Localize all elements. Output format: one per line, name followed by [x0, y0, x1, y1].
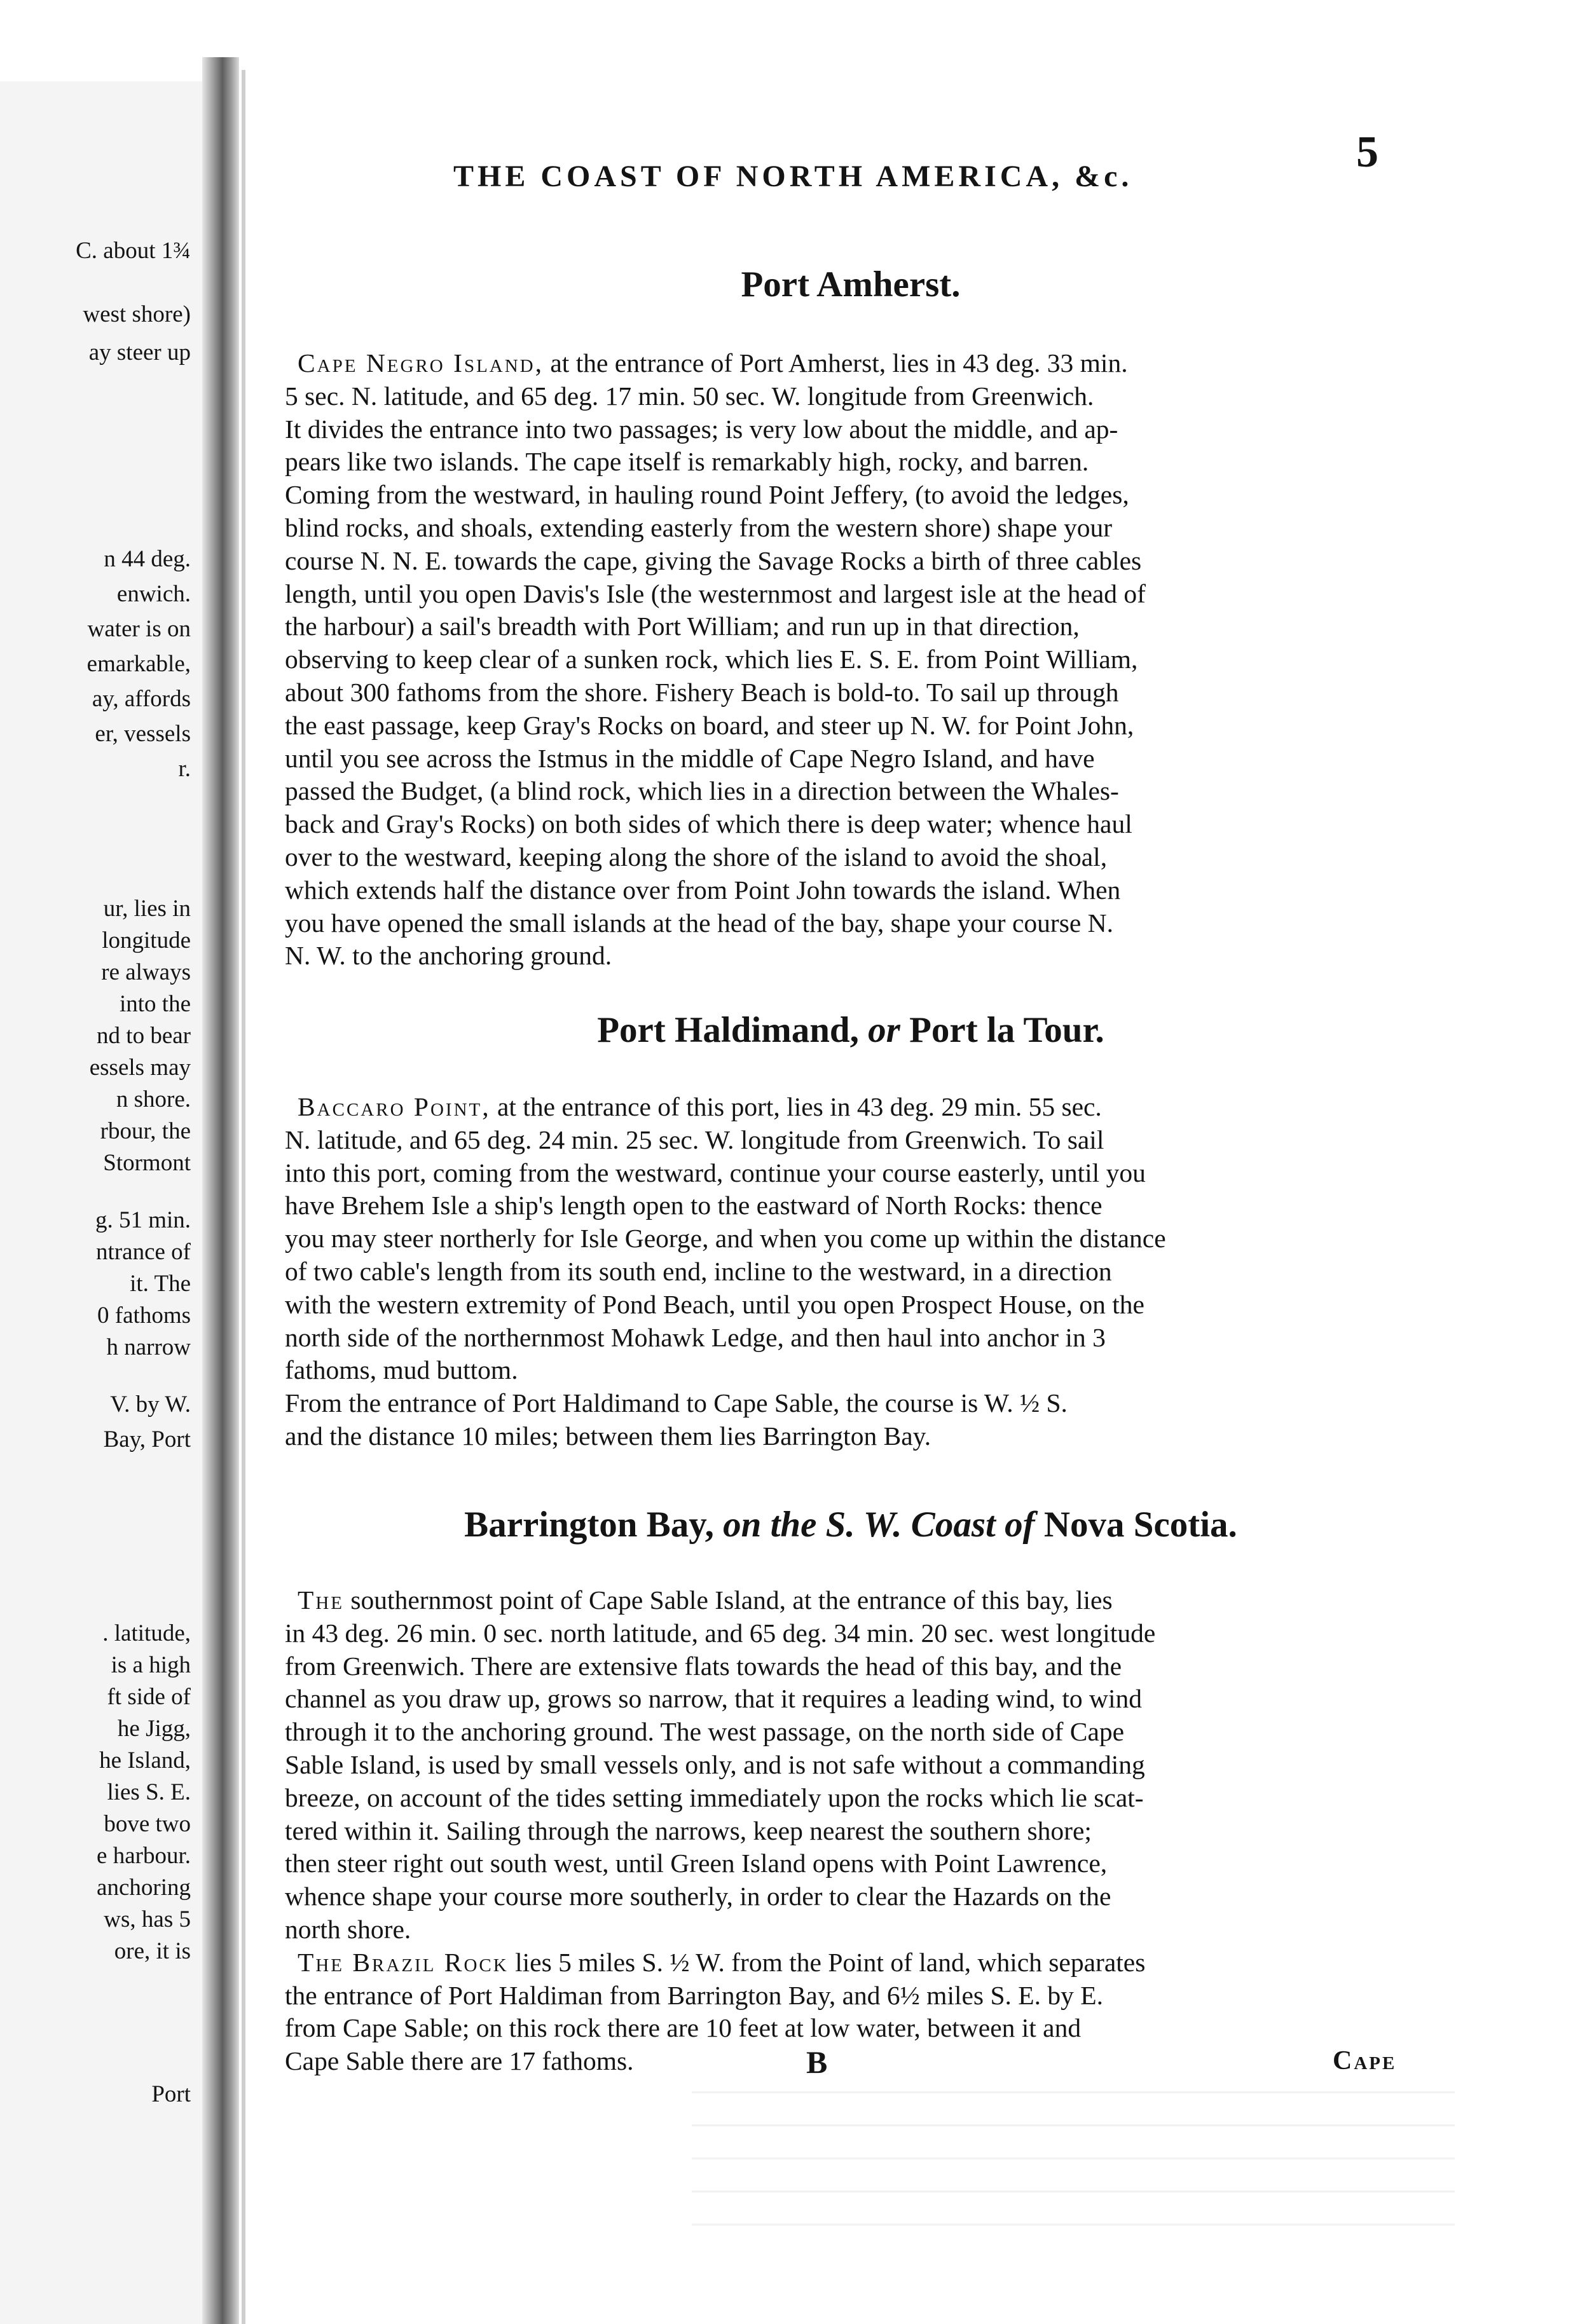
line-text: at the entrance of this port, lies in 43 deg. 29 min. 55 sec.	[490, 1092, 1102, 1121]
lead-in: Cape Negro Island,	[298, 348, 544, 378]
text-line	[285, 2012, 1381, 2045]
signature-mark: B	[806, 2044, 828, 2080]
left-page-line: e harbour.	[97, 1843, 191, 1869]
text-line	[285, 1683, 1381, 1716]
line-text: and the distance 10 miles; between them lies Barrington Bay.	[285, 1421, 931, 1451]
text-line	[285, 1979, 1381, 2013]
text-line	[285, 380, 1381, 413]
line-text: observing to keep clear of a sunken rock, which lies E. S. E. from Point William,	[285, 645, 1138, 674]
heading-main: Port Haldimand,	[597, 1010, 859, 1050]
left-page-line: it. The	[130, 1271, 191, 1297]
line-text: breeze, on account of the tides setting immediately upon the rocks which lie scat-	[285, 1782, 1144, 1812]
left-page-line: longitude	[102, 927, 191, 954]
text-line	[285, 1157, 1381, 1190]
left-page-line: . latitude,	[102, 1620, 191, 1646]
heading-italic: on the S. W. Coast of	[713, 1505, 1044, 1545]
left-page-line: V. by W.	[110, 1391, 191, 1418]
heading-main: Barrington Bay,	[464, 1505, 714, 1545]
left-page-line: enwich.	[116, 581, 191, 607]
left-page-line: ft side of	[107, 1684, 191, 1710]
line-text: southernmost point of Cape Sable Island, at the entrance of this bay, lies	[344, 1585, 1113, 1615]
text-line	[285, 1880, 1381, 1913]
left-page-line: C. about 1¾	[76, 238, 191, 264]
text-line	[285, 1091, 1381, 1124]
text-line	[285, 676, 1381, 709]
line-text: pears like two islands. The cape itself is remarkably high, rocky, and barren.	[285, 447, 1089, 477]
text-line	[285, 709, 1381, 742]
left-page-fragment	[0, 81, 203, 2324]
text-line	[285, 1913, 1381, 1946]
text-line	[285, 1946, 1381, 1979]
line-text: in 43 deg. 26 min. 0 sec. north latitude, and 65 deg. 34 min. 20 sec. west longitude	[285, 1618, 1156, 1648]
text-line	[285, 808, 1381, 841]
text-line	[285, 1782, 1381, 1815]
left-page-line: bove two	[104, 1811, 191, 1837]
book-gutter	[202, 57, 239, 2324]
line-text: course N. N. E. towards the cape, giving the Savage Rocks a birth of three cables	[285, 545, 1142, 575]
heading-italic: or	[858, 1010, 910, 1050]
line-text: From the entrance of Port Haldimand to Cape Sable, the course is W. ½ S.	[285, 1388, 1068, 1418]
text-line	[285, 512, 1381, 545]
text-line	[285, 1617, 1381, 1650]
line-text: through it to the anchoring ground. The west passage, on the north side of Cape	[285, 1717, 1125, 1747]
text-line	[285, 1584, 1381, 1617]
line-text: north shore.	[285, 1914, 411, 1944]
line-text: channel as you draw up, grows so narrow, that it requires a leading wind, to wind	[285, 1684, 1143, 1714]
text-line	[285, 1815, 1381, 1848]
line-text: of two cable's length from its south end, incline to the westward, in a direction	[285, 1256, 1112, 1286]
text-line	[285, 907, 1381, 940]
line-text: fathoms, mud buttom.	[285, 1355, 518, 1385]
text-line	[285, 1322, 1381, 1355]
left-page-line: Port	[151, 2081, 191, 2107]
catchword: Cape	[1333, 2046, 1397, 2075]
line-text: N. W. to the anchoring ground.	[285, 941, 612, 971]
right-page	[247, 0, 1587, 2324]
left-page-line: rbour, the	[100, 1118, 191, 1144]
line-text: It divides the entrance into two passages; is very low about the middle, and ap-	[285, 414, 1118, 444]
line-text: over to the westward, keeping along the shore of the island to avoid the shoal,	[285, 842, 1108, 871]
line-text: blind rocks, and shoals, extending easterly from the western shore) shape your	[285, 512, 1113, 542]
left-page-line: nd to bear	[97, 1023, 191, 1049]
line-text: from Cape Sable; on this rock there are 10 feet at low water, between it and	[285, 2013, 1082, 2043]
line-text: lies 5 miles S. ½ W. from the Point of land, which separates	[508, 1947, 1146, 1977]
heading-tail: Port la Tour.	[909, 1010, 1104, 1050]
text-line	[285, 578, 1381, 611]
left-page-line: ay, affords	[92, 686, 191, 712]
left-page-line: anchoring	[97, 1875, 191, 1901]
left-page-line: lies S. E.	[107, 1779, 191, 1805]
left-page-line: he Jigg,	[117, 1716, 191, 1742]
page-number: 5	[1356, 128, 1378, 177]
lead-in: The	[298, 1585, 345, 1615]
left-page-line: Stormont	[103, 1150, 191, 1176]
line-text: you have opened the small islands at the head of the bay, shape your course N.	[285, 908, 1114, 938]
text-line	[285, 545, 1381, 578]
line-text: back and Gray's Rocks) on both sides of which there is deep water; whence haul	[285, 809, 1132, 839]
left-page-line: re always	[101, 959, 191, 985]
text-line	[285, 1716, 1381, 1749]
text-line	[285, 347, 1381, 380]
left-page-line: r.	[178, 756, 191, 782]
line-text: whence shape your course more southerly, in order to clear the Hazards on the	[285, 1882, 1111, 1911]
left-page-line: essels may	[89, 1055, 191, 1081]
line-text: passed the Budget, (a blind rock, which lies in a direction between the Whales-	[285, 776, 1119, 806]
text-line	[285, 1288, 1381, 1322]
section-heading-port-amherst	[298, 264, 1404, 305]
left-page-line: g. 51 min.	[95, 1207, 191, 1233]
text-line	[285, 1222, 1381, 1255]
paragraph-barrington-bay	[285, 1584, 1381, 2078]
line-text: then steer right out south west, until Green Island opens with Point Lawrence,	[285, 1849, 1108, 1878]
text-line	[285, 479, 1381, 512]
left-page-line: west shore)	[83, 301, 191, 327]
left-page-line: ay steer up	[88, 339, 191, 366]
text-line	[285, 1387, 1381, 1420]
text-line	[285, 1420, 1381, 1453]
text-line	[285, 1749, 1381, 1782]
line-text: the east passage, keep Gray's Rocks on board, and steer up N. W. for Point John,	[285, 710, 1134, 740]
line-text: length, until you open Davis's Isle (the westernmost and largest isle at the head of	[285, 578, 1146, 608]
line-text: Coming from the westward, in hauling round Point Jeffery, (to avoid the ledges,	[285, 480, 1129, 510]
line-text: 5 sec. N. latitude, and 65 deg. 17 min. 50 sec. W. longitude from Greenwich.	[285, 381, 1094, 411]
text-line	[285, 1650, 1381, 1683]
line-text: with the western extremity of Pond Beach, until you open Prospect House, on the	[285, 1289, 1144, 1319]
section-heading-port-haldimand	[298, 1009, 1404, 1051]
heading-main: Port Amherst.	[741, 264, 961, 304]
text-line	[285, 940, 1381, 973]
left-page-line: is a high	[111, 1652, 191, 1678]
lead-in: The Brazil Rock	[298, 1947, 509, 1977]
text-line	[285, 1354, 1381, 1387]
heading-tail: Nova Scotia.	[1043, 1505, 1237, 1545]
text-line	[285, 446, 1381, 479]
text-line	[285, 775, 1381, 808]
line-text: have Brehem Isle a ship's length open to the eastward of North Rocks: thence	[285, 1191, 1103, 1220]
left-page-line: he Island,	[99, 1747, 191, 1774]
text-line	[285, 1255, 1381, 1288]
section-heading-barrington-bay	[298, 1504, 1404, 1545]
line-text: the entrance of Port Haldiman from Barrington Bay, and 6½ miles S. E. by E.	[285, 1980, 1103, 2010]
line-text: Cape Sable there are 17 fathoms.	[285, 2046, 634, 2076]
left-page-line: ore, it is	[114, 1938, 191, 1964]
line-text: Sable Island, is used by small vessels only, and is not safe without a commanding	[285, 1749, 1145, 1779]
line-text: at the entrance of Port Amherst, lies in 43 deg. 33 min.	[544, 348, 1128, 378]
left-page-line: ur, lies in	[103, 896, 191, 922]
line-text: into this port, coming from the westward, continue your course easterly, until you	[285, 1158, 1146, 1187]
text-line	[285, 610, 1381, 643]
left-page-line: n 44 deg.	[104, 546, 191, 572]
left-page-line: er, vessels	[95, 721, 191, 747]
text-line	[285, 874, 1381, 907]
running-head: THE COAST OF NORTH AMERICA, &c.	[453, 160, 1133, 193]
left-page-line: Bay, Port	[103, 1426, 191, 1452]
line-text: north side of the northernmost Mohawk Ledge, and then haul into anchor in 3	[285, 1322, 1106, 1352]
text-line	[285, 1124, 1381, 1157]
left-page-line: 0 fathoms	[97, 1302, 191, 1329]
text-line	[285, 841, 1381, 874]
line-text: about 300 fathoms from the shore. Fishery Beach is bold-to. To sail up through	[285, 677, 1119, 707]
line-text: the harbour) a sail's breadth with Port William; and run up in that direction,	[285, 612, 1080, 641]
text-line	[285, 742, 1381, 776]
left-page-line: water is on	[87, 616, 191, 642]
left-page-line: h narrow	[106, 1334, 191, 1360]
paragraph-port-haldimand	[285, 1091, 1381, 1453]
text-line	[285, 643, 1381, 676]
line-text: N. latitude, and 65 deg. 24 min. 25 sec. W. longitude from Greenwich. To sail	[285, 1124, 1104, 1154]
paragraph-port-amherst	[285, 347, 1381, 973]
line-text: from Greenwich. There are extensive flats towards the head of this bay, and the	[285, 1651, 1122, 1681]
left-page-line: ntrance of	[96, 1239, 191, 1265]
text-line	[285, 1189, 1381, 1222]
line-text: until you see across the Istmus in the middle of Cape Negro Island, and have	[285, 743, 1095, 773]
text-line	[285, 1847, 1381, 1880]
line-text: tered within it. Sailing through the narrows, keep nearest the southern shore;	[285, 1815, 1092, 1845]
left-page-line: emarkable,	[86, 651, 191, 677]
line-text: which extends half the distance over from Point John towards the island. When	[285, 875, 1121, 905]
lead-in: Baccaro Point,	[298, 1092, 491, 1121]
left-page-line: n shore.	[116, 1086, 191, 1112]
line-text: you may steer northerly for Isle George, and when you come up within the distance	[285, 1224, 1166, 1254]
left-page-line: ws, has 5	[104, 1906, 191, 1932]
gutter-edge	[242, 70, 245, 2324]
left-page-line: into the	[119, 991, 191, 1017]
text-line	[285, 2045, 1381, 2078]
text-line	[285, 413, 1381, 446]
show-through-text	[692, 2091, 1455, 2257]
